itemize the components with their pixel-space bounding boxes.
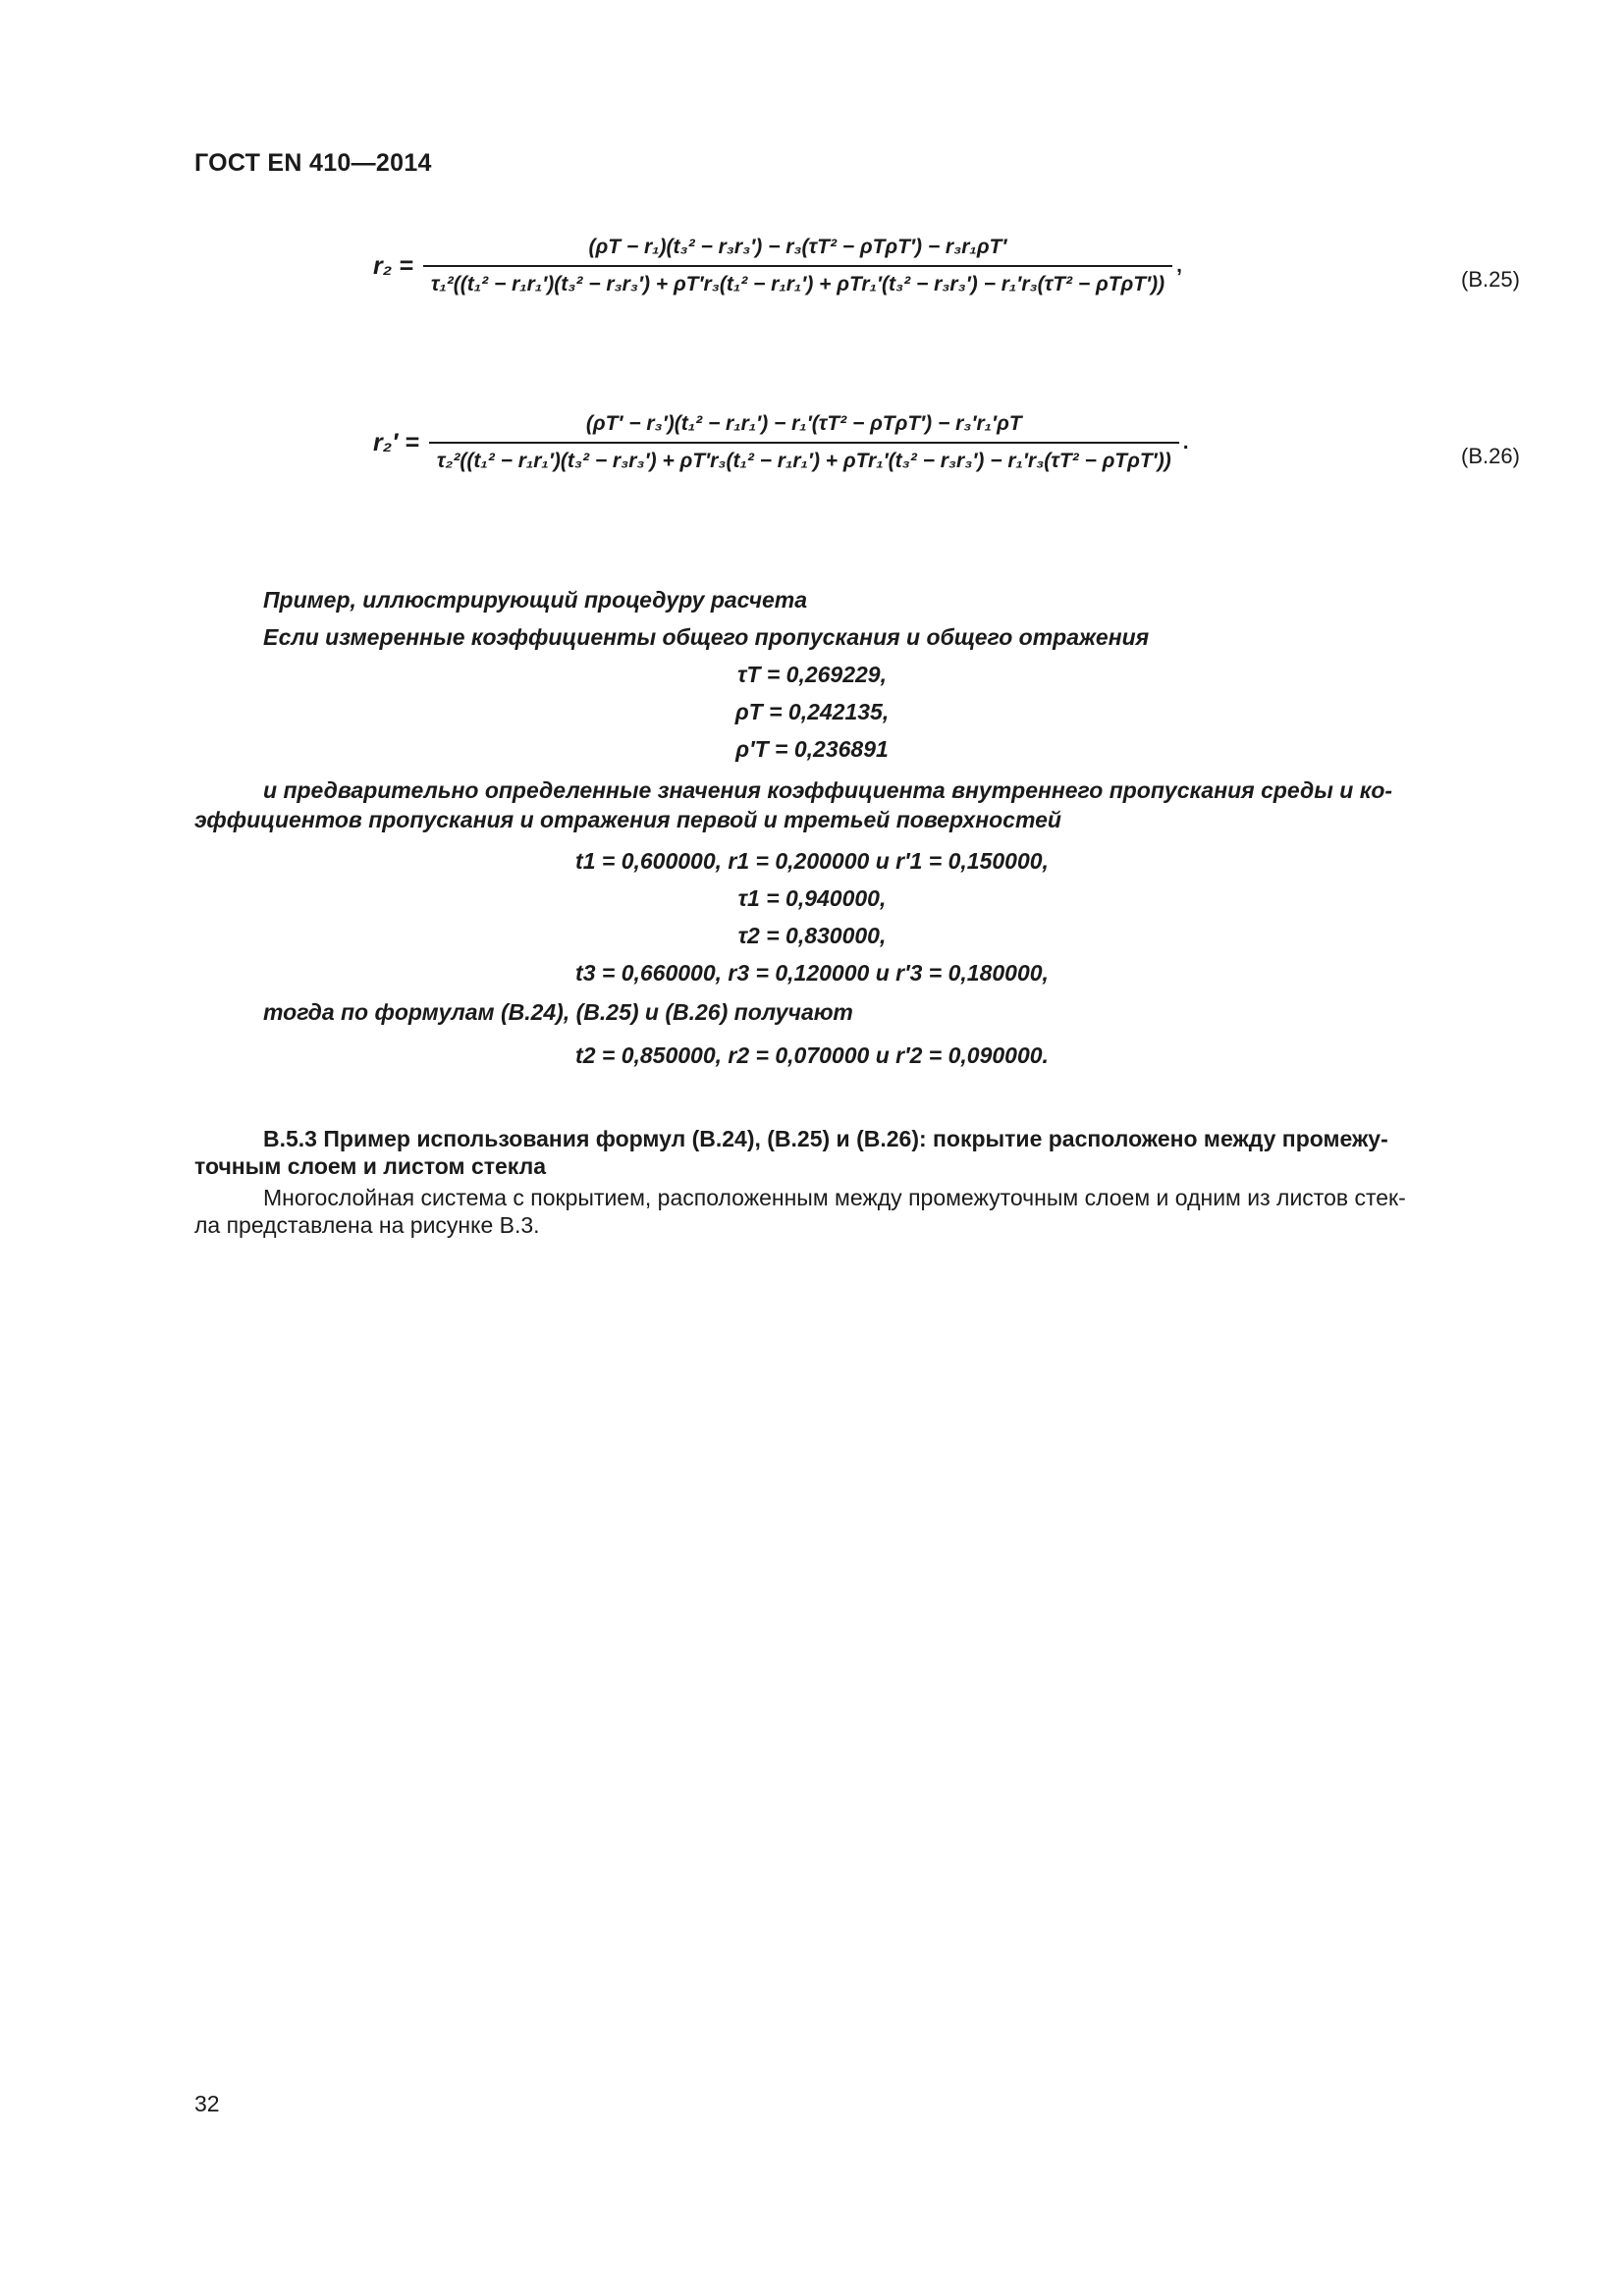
section-heading-line: В.5.3 Пример использования формул (В.24), (В.25) и (В.26): покрытие расположено между промежу- — [263, 1126, 1388, 1151]
paragraph-line: и предварительно определенные значения коэффициента внутреннего пропускания среды и ко- — [263, 777, 1393, 803]
document-header: ГОСТ EN 410—2014 — [194, 149, 432, 177]
example-intro: Если измеренные коэффициенты общего пропускания и общего отражения — [263, 624, 1150, 650]
predefined-value-line: τ1 = 0,940000, — [737, 885, 887, 911]
example-title: Пример, иллюстрирующий процедуру расчета — [263, 587, 808, 613]
result-line: t2 = 0,850000, r2 = 0,070000 и r′2 = 0,090000. — [575, 1042, 1049, 1068]
paragraph-line: эффициентов пропускания и отражения первой и третьей поверхностей — [194, 807, 1061, 832]
equation-lhs: r₂′ = — [373, 428, 419, 456]
equation-fraction — [429, 412, 1179, 473]
measured-value-rho-t-prime: ρ′T = 0,236891 — [735, 736, 889, 762]
equation-numerator: (ρT − r₁)(t₃² − r₃r₃′) − r₃(τT² − ρTρT′) − r₃r₁ρT′ — [588, 236, 1007, 258]
equation-denominator: τ₂²((t₁² − r₁r₁′)(t₃² − r₃r₃′) + ρT′r₃(t₁² − r₁r₁′) + ρTr₁′(t₃² − r₃r₃′) − r₁′r₃(τT² − ρTρT′)) — [429, 442, 1179, 473]
measured-value-tau-t: τT = 0,269229, — [737, 662, 887, 687]
predefined-value-line: t3 = 0,660000, r3 = 0,120000 и r′3 = 0,180000, — [575, 960, 1049, 986]
equation-b26 — [373, 412, 1257, 473]
section-body — [194, 1184, 1522, 1239]
page-number: 32 — [194, 2091, 220, 2116]
then-statement: тогда по формулам (В.24), (В.25) и (В.26) получают — [263, 999, 853, 1025]
equation-punctuation: , — [1176, 254, 1182, 277]
equation-numerator: (ρT′ − r₃′)(t₁² − r₁r₁′) − r₁′(τT² − ρTρT′) − r₃′r₁′ρT — [585, 412, 1022, 435]
equation-number-b26: (В.26) — [1461, 444, 1520, 468]
equation-number-b25: (В.25) — [1461, 267, 1520, 292]
measured-value-rho-t: ρT = 0,242135, — [734, 699, 890, 724]
section-heading-line: точным слоем и листом стекла — [194, 1153, 546, 1179]
section-body-line: Многослойная система с покрытием, расположенным между промежуточным слоем и одним из листов стек- — [263, 1185, 1406, 1210]
predefined-values-paragraph — [194, 775, 1522, 834]
equation-b25 — [373, 236, 1257, 296]
predefined-value-line: τ2 = 0,830000, — [737, 923, 887, 948]
equation-denominator: τ₁²((t₁² − r₁r₁′)(t₃² − r₃r₃′) + ρT′r₃(t₁² − r₁r₁′) + ρTr₁′(t₃² − r₃r₃′) − r₁′r₃(τT² − ρTρT′)) — [423, 265, 1172, 296]
equation-punctuation: . — [1182, 431, 1189, 454]
equation-lhs: r₂ = — [373, 251, 413, 280]
equation-fraction — [423, 236, 1172, 296]
section-body-line: ла представлена на рисунке В.3. — [194, 1212, 540, 1238]
predefined-value-line: t1 = 0,600000, r1 = 0,200000 и r′1 = 0,150000, — [575, 848, 1049, 874]
section-heading — [194, 1125, 1522, 1180]
